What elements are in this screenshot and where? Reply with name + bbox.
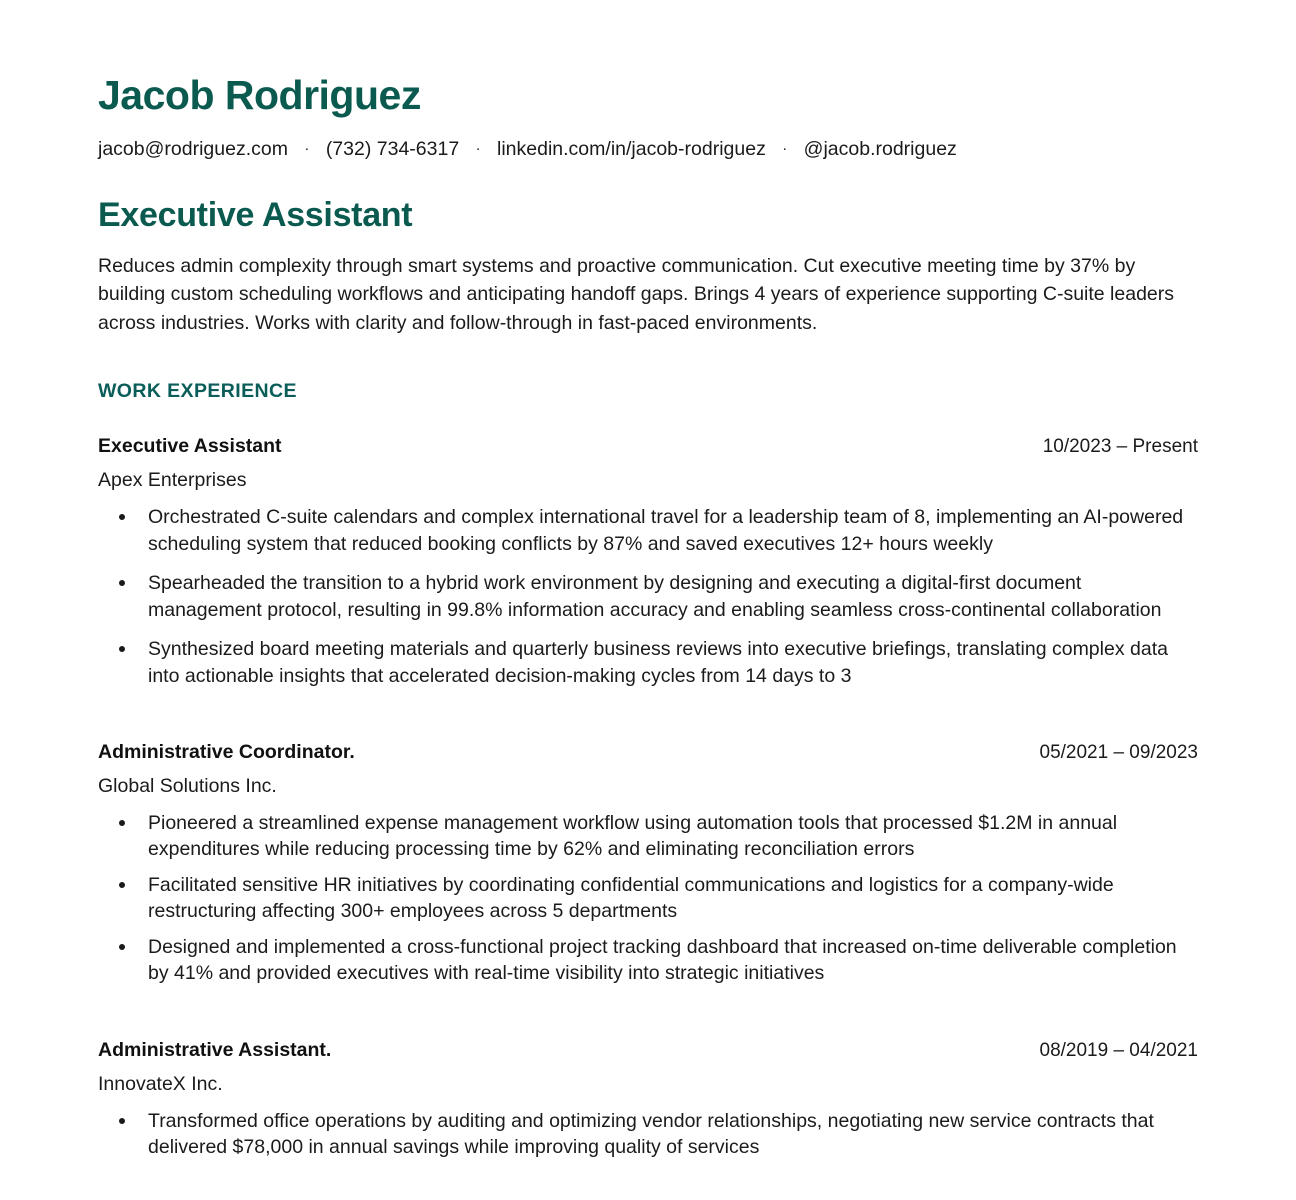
bullet-item <box>98 810 1198 863</box>
bullet-item <box>98 570 1198 623</box>
bullet-dot-icon <box>119 882 125 888</box>
bullet-item <box>98 872 1198 925</box>
bullet-dot-icon <box>119 820 125 826</box>
bullet-text: Facilitated sensitive HR initiatives by coordinating confidential communications and logistics for a company-wide restructuring affecting 300+ employees across 5 departments <box>148 873 1114 923</box>
entry-role: Executive Assistant <box>98 435 282 458</box>
bullet-item <box>98 934 1198 987</box>
entry-role: Administrative Assistant. <box>98 1038 332 1061</box>
entry-header <box>98 1037 1198 1064</box>
bullet-dot-icon <box>119 944 125 950</box>
entry-company: Global Solutions Inc. <box>98 774 277 797</box>
experience-entry <box>98 739 1198 987</box>
bullet-text: Designed and implemented a cross-functional project tracking dashboard that increased on-time deliverable completion by 41% and provided executives with real-time visibility into strategic initiatives <box>148 935 1177 985</box>
bullet-item <box>98 1108 1198 1161</box>
entry-company: InnovateX Inc. <box>98 1072 223 1095</box>
bullet-item <box>98 636 1198 689</box>
contact-email[interactable]: jacob@rodriguez.com <box>98 138 288 161</box>
contact-linkedin[interactable]: linkedin.com/in/jacob-rodriguez <box>497 138 766 161</box>
bullet-text: Transformed office operations by auditing and optimizing vendor relationships, negotiating new service contracts that delivered $78,000 in annual savings while improving quality of services <box>148 1109 1154 1159</box>
bullet-text: Spearheaded the transition to a hybrid work environment by designing and executing a digital-first document management protocol, resulting in 99.8% information accuracy and enabling seamless cross-continental collaboration <box>148 572 1162 621</box>
contact-phone[interactable]: (732) 734-6317 <box>325 138 460 161</box>
entry-header <box>98 433 1198 460</box>
contact-separator: · <box>782 140 788 158</box>
bullet-text: Orchestrated C-suite calendars and complex international travel for a leadership team of 8, implementing an AI-powered scheduling system that reduced booking conflicts by 87% and saved executives 12+ hours weekly <box>148 506 1184 555</box>
candidate-name: Jacob Rodriguez <box>98 72 421 118</box>
bullet-text: Pioneered a streamlined expense management workflow using automation tools that processed $1.2M in annual expenditures while reducing processing time by 62% and eliminating reconciliation errors <box>148 811 1118 861</box>
bullet-text: Synthesized board meeting materials and quarterly business reviews into executive briefings, translating complex data into actionable insights that accelerated decision-making cycles from 14 days to 3 <box>148 638 1168 687</box>
entry-dates: 05/2021 – 09/2023 <box>1039 742 1198 764</box>
entry-header <box>98 739 1198 766</box>
bullet-dot-icon <box>119 514 125 520</box>
bullet-item <box>98 504 1198 557</box>
entry-company: Apex Enterprises <box>98 468 247 491</box>
bullet-dot-icon <box>119 646 125 652</box>
bullet-dot-icon <box>119 580 125 586</box>
entry-bullet-list <box>98 810 1198 987</box>
experience-entry <box>98 1037 1198 1161</box>
professional-summary: Reduces admin complexity through smart systems and proactive communication. Cut executive meeting time by 37% by building custom scheduling workflows and anticipating handoff gaps. Brings 4 years of experience supporting C-suite leaders across industries. Works with clarity and follow-through in fast-paced environments. <box>98 254 1175 334</box>
experience-entry <box>98 433 1198 689</box>
entry-bullet-list <box>98 504 1198 689</box>
section-work-experience <box>98 380 1198 1161</box>
contact-handle[interactable]: @jacob.rodriguez <box>803 138 957 161</box>
bullet-dot-icon <box>119 1118 125 1124</box>
contact-line <box>98 137 1198 162</box>
entry-bullet-list <box>98 1108 1198 1161</box>
entry-dates: 08/2019 – 04/2021 <box>1039 1039 1198 1061</box>
contact-separator: · <box>304 140 310 158</box>
entry-dates: 10/2023 – Present <box>1042 436 1198 458</box>
entry-role: Administrative Coordinator. <box>98 741 355 764</box>
headline-title: Executive Assistant <box>98 196 413 235</box>
section-heading: WORK EXPERIENCE <box>98 380 297 403</box>
contact-separator: · <box>475 140 481 158</box>
